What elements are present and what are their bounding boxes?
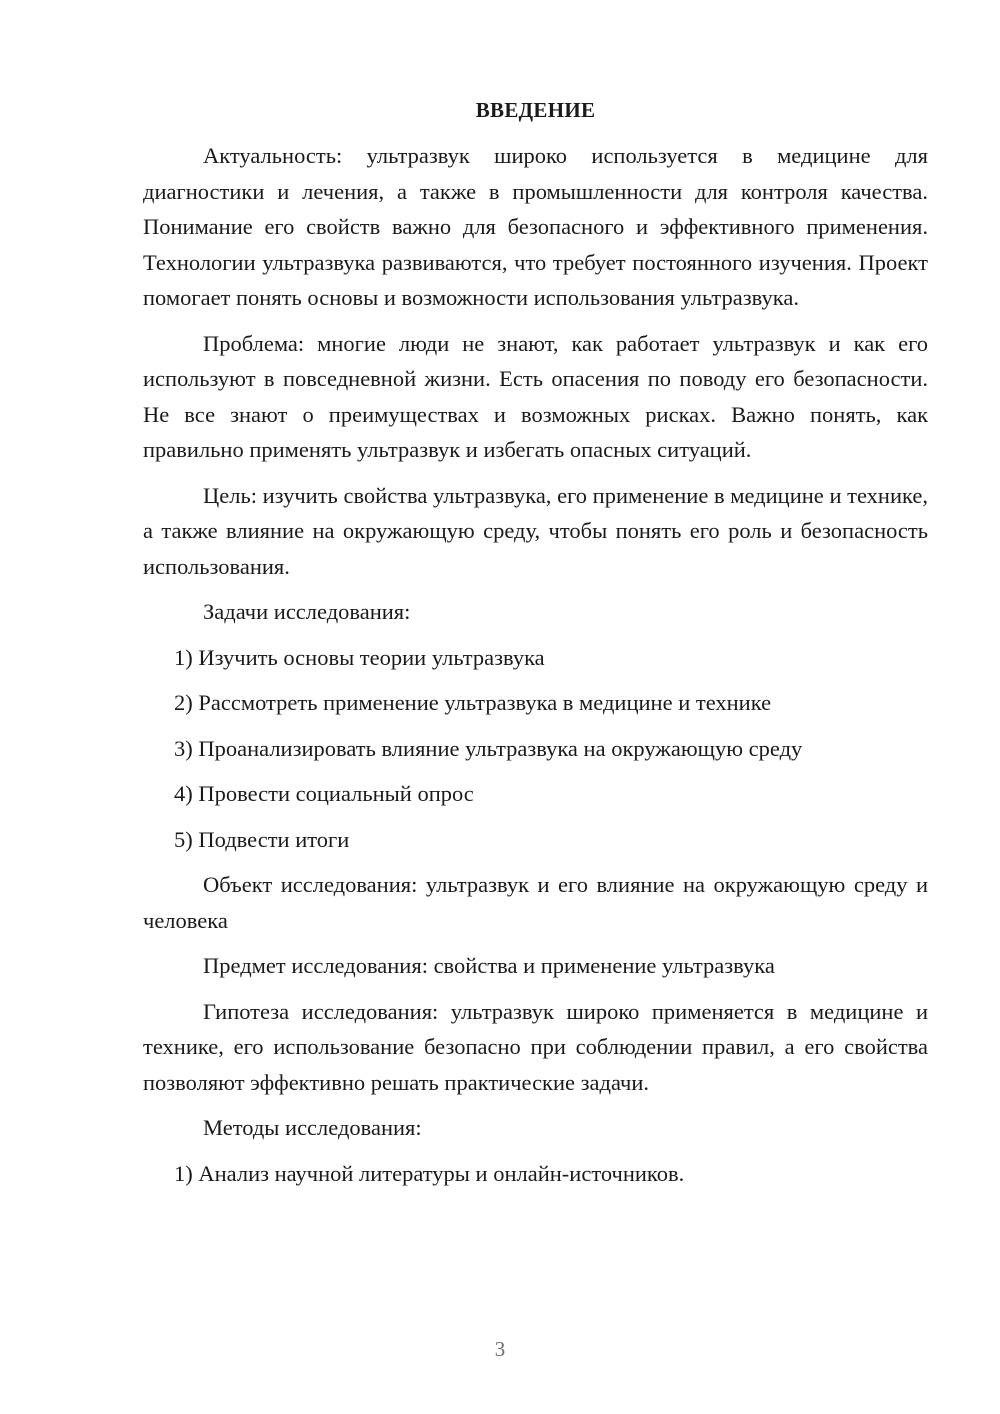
methods-list xyxy=(143,1156,928,1192)
paragraph-relevance: Актуальность: ультразвук широко используется в медицине для диагностики и лечения, а также в промышленности для контроля качества. Понимание его свойств важно для безопасного и эффективного применения. Технологии ультразвука развиваются, что требует постоянного изучения. Проект помогает понять основы и возможности использования ультразвука. xyxy=(143,143,928,310)
paragraph-subject: Предмет исследования: свойства и применение ультразвука xyxy=(203,953,775,978)
tasks-list xyxy=(143,640,928,858)
section-title: ВВЕДЕНИЕ xyxy=(475,98,596,122)
list-item: 1) Изучить основы теории ультразвука xyxy=(174,644,545,670)
paragraph-object: Объект исследования: ультразвук и его влияние на окружающую среду и человека xyxy=(143,872,928,933)
paragraph-hypothesis: Гипотеза исследования: ультразвук широко применяется в медицине и технике, его использование безопасно при соблюдении правил, а его свойства позволяют эффективно решать практические задачи. xyxy=(143,998,928,1095)
paragraph-problem: Проблема: многие люди не знают, как работает ультразвук и как его используют в повседневной жизни. Есть опасения по поводу его безопасности. Не все знают о преимуществах и возможных рисках. Важно понять, как правильно применять ультразвук и избегать опасных ситуаций. xyxy=(143,330,928,462)
methods-heading: Методы исследования: xyxy=(203,1115,422,1140)
paragraph-goal: Цель: изучить свойства ультразвука, его применение в медицине и технике, а также влияние на окружающую среду, чтобы понять его роль и безопасность использования. xyxy=(143,482,928,579)
list-item: 4) Провести социальный опрос xyxy=(174,781,474,806)
list-item: 3) Проанализировать влияние ультразвука на окружающую среду xyxy=(174,735,803,761)
page-number: 3 xyxy=(494,1337,506,1361)
list-item: 1) Анализ научной литературы и онлайн-источников. xyxy=(174,1160,685,1186)
list-item: 5) Подвести итоги xyxy=(174,826,350,852)
document-page xyxy=(143,92,928,1201)
list-item: 2) Рассмотреть применение ультразвука в медицине и технике xyxy=(174,690,772,715)
tasks-heading: Задачи исследования: xyxy=(203,599,411,624)
